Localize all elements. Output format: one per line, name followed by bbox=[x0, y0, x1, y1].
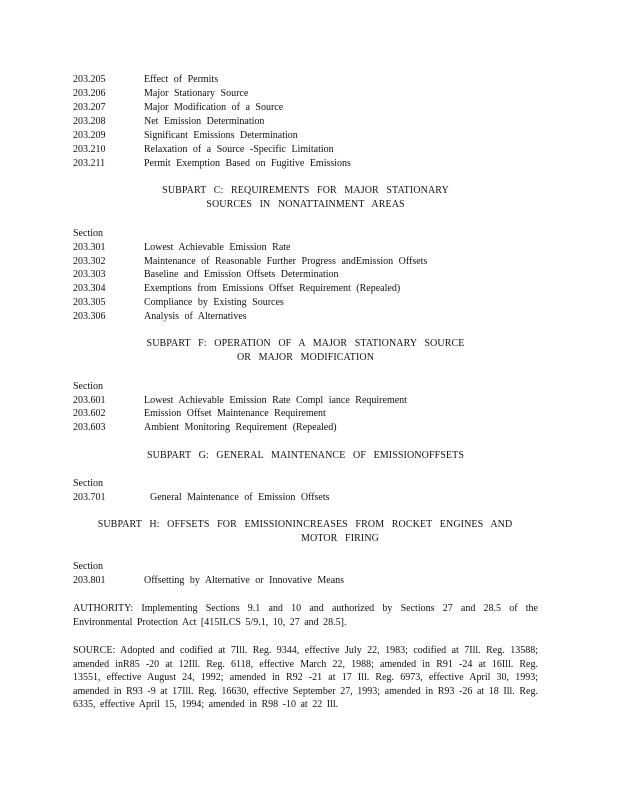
section-title: Lowest Achievable Emission Rate bbox=[144, 242, 291, 253]
subpart-c-heading-line1: SUBPART C: REQUIREMENTS FOR MAJOR STATIONARY bbox=[162, 185, 449, 196]
section-title: Lowest Achievable Emission Rate Compl iance Requirement bbox=[144, 395, 407, 406]
subpart-f-heading-line1: SUBPART F: OPERATION OF A MAJOR STATIONARY SOURCE bbox=[146, 338, 465, 349]
section-title: Compliance by Existing Sources bbox=[144, 297, 284, 308]
section-label: Section bbox=[73, 228, 103, 239]
subpart-h-heading-line2: MOTOR FIRING bbox=[301, 533, 379, 544]
subpart-f-heading-line2: OR MAJOR MODIFICATION bbox=[236, 352, 375, 363]
section-number: 203.206 bbox=[73, 88, 106, 99]
section-title: Permit Exemption Based on Fugitive Emissions bbox=[144, 158, 351, 169]
section-label: Section bbox=[73, 561, 103, 572]
section-label: Section bbox=[73, 381, 103, 392]
section-title: Major Modification of a Source bbox=[144, 102, 284, 113]
section-number: 203.305 bbox=[73, 297, 106, 308]
section-title: Baseline and Emission Offsets Determination bbox=[144, 269, 339, 280]
section-number: 203.211 bbox=[73, 158, 106, 169]
section-number: 203.209 bbox=[73, 130, 106, 141]
section-number: 203.304 bbox=[73, 283, 106, 294]
section-title: Relaxation of a Source -Specific Limitation bbox=[144, 144, 334, 155]
section-number: 203.210 bbox=[73, 144, 106, 155]
section-number: 203.208 bbox=[73, 116, 106, 127]
section-number: 203.303 bbox=[73, 269, 106, 280]
section-number: 203.207 bbox=[73, 102, 106, 113]
section-title: Maintenance of Reasonable Further Progress andEmission Offsets bbox=[144, 256, 428, 267]
section-title: Offsetting by Alternative or Innovative Means bbox=[144, 575, 345, 586]
section-number: 203.301 bbox=[73, 242, 106, 253]
section-number: 203.302 bbox=[73, 256, 106, 267]
section-title: Analysis of Alternatives bbox=[144, 311, 247, 322]
section-title: Exemptions from Emissions Offset Requirement (Repealed) bbox=[144, 283, 401, 294]
section-number: 203.603 bbox=[73, 422, 106, 433]
section-number: 203.701 bbox=[73, 492, 106, 503]
section-number: 203.801 bbox=[73, 575, 106, 586]
section-title: Emission Offset Maintenance Requirement bbox=[144, 408, 326, 419]
source-note: SOURCE: Adopted and codified at 7Ill. Reg. 9344, effective July 22, 1983; codified at 7Ill. Reg. 13588; amended inR85 -20 at 12Ill. Reg. 6118, effective March 22, 1988; amended in R91 -24 at 16Ill. Reg. 13551, effective August 24, 1992; amended in R92 -21 at 17 Ill. Reg. 6973, effective April 30, 1993; amended in R93 -9 at 17Ill. Reg. 16630, effective September 27, 1993; amended in R93 -26 at 18 Ill. Reg. 6335, effective April 15, 1994; amended in R98 -10 at 22 Ill. bbox=[73, 645, 538, 710]
section-title: Net Emission Determination bbox=[144, 116, 265, 127]
section-title: General Maintenance of Emission Offsets bbox=[150, 492, 330, 503]
section-title: Major Stationary Source bbox=[144, 88, 249, 99]
authority-note: AUTHORITY: Implementing Sections 9.1 and 10 and authorized by Sections 27 and 28.5 of the Environmental Protection Act [415ILCS 5/9.1, 10, 27 and 28.5]. bbox=[73, 603, 538, 628]
subpart-c-heading-line2: SOURCES IN NONATTAINMENT AREAS bbox=[206, 199, 405, 210]
section-title: Effect of Permits bbox=[144, 74, 219, 85]
section-number: 203.601 bbox=[73, 395, 106, 406]
section-title: Ambient Monitoring Requirement (Repealed) bbox=[144, 422, 337, 433]
section-number: 203.602 bbox=[73, 408, 106, 419]
subpart-h-heading-line1: SUBPART H: OFFSETS FOR EMISSIONINCREASES FROM ROCKET ENGINES AND bbox=[97, 519, 513, 530]
section-number: 203.306 bbox=[73, 311, 106, 322]
subpart-g-heading: SUBPART G: GENERAL MAINTENANCE OF EMISSIONOFFSETS bbox=[146, 450, 465, 461]
section-label: Section bbox=[73, 478, 103, 489]
section-title: Significant Emissions Determination bbox=[144, 130, 298, 141]
section-number: 203.205 bbox=[73, 74, 106, 85]
